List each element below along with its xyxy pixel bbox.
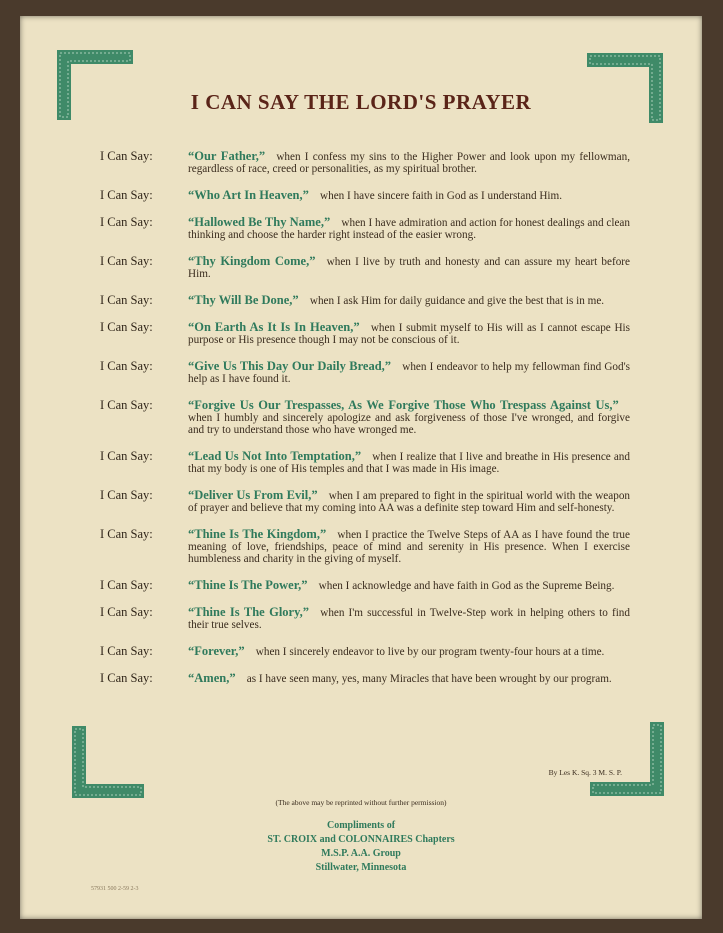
entry-label: I Can Say: [100, 578, 153, 592]
entry-body: when I humbly and sincerely apologize and ask forgiveness of those I've wronged, and forgive and try to understand those who have wronged me. [188, 412, 630, 436]
entry-text [188, 150, 630, 175]
prayer-entry [100, 645, 630, 658]
document-page [20, 16, 702, 919]
entry-text [188, 360, 630, 385]
entry-label: I Can Say: [100, 293, 153, 307]
entry-body: when I have admiration and action for honest dealings and clean thinking and choose the harder right instead of the easier wrong. [188, 217, 630, 241]
author-credit: By Les K. Sq. 3 M. S. P. [548, 768, 622, 777]
prayer-entry [100, 216, 630, 241]
entry-body: when I endeavor to help my fellowman find God's help as I have found it. [188, 361, 630, 385]
entry-label: I Can Say: [100, 215, 153, 229]
prayer-entry [100, 528, 630, 565]
entry-phrase: “Thy Kingdom Come,” [188, 254, 316, 268]
entry-text [188, 216, 630, 241]
entry-body: when I ask Him for daily guidance and give the best that is in me. [309, 295, 605, 307]
entry-text [188, 606, 630, 631]
entry-text [188, 294, 630, 307]
entry-body: when I confess my sins to the Higher Power and look upon my fellowman, regardless of race, creed or personalities, as my spiritual brother. [188, 151, 630, 175]
entry-body: when I have sincere faith in God as I understand Him. [320, 190, 563, 202]
entry-label: I Can Say: [100, 320, 153, 334]
entry-phrase: “Give Us This Day Our Daily Bread,” [188, 359, 392, 373]
prayer-entry [100, 450, 630, 475]
entry-phrase: “Thine Is The Power,” [188, 578, 308, 592]
entry-body: when I sincerely endeavor to live by our program twenty-four hours at a time. [255, 646, 605, 658]
entry-body: when I realize that I live and breathe in His presence and that my body is one of His temples and that I was made in His image. [188, 451, 630, 475]
prayer-entry [100, 489, 630, 514]
entry-label: I Can Say: [100, 644, 153, 658]
entry-phrase: “Thy Will Be Done,” [188, 293, 299, 307]
entry-body: when I am prepared to fight in the spiritual world with the weapon of prayer and believe that my coming into AA was a definite step toward Him and self-honesty. [188, 490, 631, 514]
corner-ornament-bottom-right [590, 722, 664, 796]
footer-line-4: Stillwater, Minnesota [315, 862, 407, 873]
entry-body: as I have seen many, yes, many Miracles that have been wrought by our program. [246, 673, 612, 685]
prayer-entry [100, 360, 630, 385]
entry-phrase: “Who Art In Heaven,” [188, 188, 309, 202]
entry-phrase: “Thine Is The Kingdom,” [188, 527, 327, 541]
entry-text [188, 450, 630, 475]
entry-text [188, 255, 630, 280]
entry-phrase: “Amen,” [188, 671, 236, 685]
entry-phrase: “Hallowed Be Thy Name,” [188, 215, 331, 229]
entry-text [188, 528, 630, 565]
prayer-entry [100, 321, 630, 346]
entry-body: when I submit myself to His will as I cannot escape His purpose or His presence though I may not be conscious of it. [188, 322, 630, 346]
footer-line-1: Compliments of [326, 820, 396, 831]
footer-line-2: ST. CROIX and COLONNAIRES Chapters [267, 834, 455, 845]
entry-label: I Can Say: [100, 359, 153, 373]
entry-text [188, 672, 630, 685]
prayer-entry [100, 189, 630, 202]
reprint-note: (The above may be reprinted without further permission) [275, 798, 447, 807]
entry-phrase: “Lead Us Not Into Temptation,” [188, 449, 362, 463]
entry-label: I Can Say: [100, 398, 153, 412]
corner-ornament-bottom-left [72, 726, 144, 798]
entry-body: when I live by truth and honesty and can assure my heart before Him. [188, 256, 630, 280]
entry-label: I Can Say: [100, 449, 153, 463]
entry-label: I Can Say: [100, 605, 153, 619]
footer-credits [20, 819, 702, 875]
prayer-entry-list [100, 150, 630, 699]
entry-label: I Can Say: [100, 254, 153, 268]
print-code: 57931 500 2-59 2-3 [91, 886, 139, 892]
entry-body: when I acknowledge and have faith in God as the Supreme Being. [318, 580, 615, 592]
entry-label: I Can Say: [100, 188, 153, 202]
prayer-entry [100, 399, 630, 436]
entry-phrase: “Forever,” [188, 644, 245, 658]
entry-text [188, 645, 630, 658]
entry-label: I Can Say: [100, 671, 153, 685]
footer-line-3: M.S.P. A.A. Group [321, 848, 401, 859]
entry-label: I Can Say: [100, 527, 153, 541]
entry-body: when I practice the Twelve Steps of AA as I have found the true meaning of love, friendships, peace of mind and serenity in His presence. When I exercise humbleness and charity in the giving of myself. [188, 529, 630, 565]
prayer-entry [100, 606, 630, 631]
prayer-entry [100, 294, 630, 307]
entry-body: when I'm successful in Twelve-Step work in helping others to find their true selves. [188, 607, 630, 631]
entry-text [188, 399, 630, 436]
page-title: I CAN SAY THE LORD'S PRAYER [190, 90, 532, 114]
prayer-entry [100, 579, 630, 592]
prayer-entry [100, 255, 630, 280]
prayer-entry [100, 150, 630, 175]
entry-phrase: “On Earth As It Is In Heaven,” [188, 320, 360, 334]
entry-label: I Can Say: [100, 149, 153, 163]
entry-phrase: “Thine Is The Glory,” [188, 605, 310, 619]
entry-phrase: “Our Father,” [188, 149, 266, 163]
entry-label: I Can Say: [100, 488, 153, 502]
entry-text [188, 189, 630, 202]
entry-phrase: “Forgive Us Our Trespasses, As We Forgive Those Who Trespass Against Us,” [188, 398, 619, 412]
entry-phrase: “Deliver Us From Evil,” [188, 488, 318, 502]
entry-text [188, 321, 630, 346]
prayer-entry [100, 672, 630, 685]
entry-text [188, 579, 630, 592]
entry-text [188, 489, 630, 514]
